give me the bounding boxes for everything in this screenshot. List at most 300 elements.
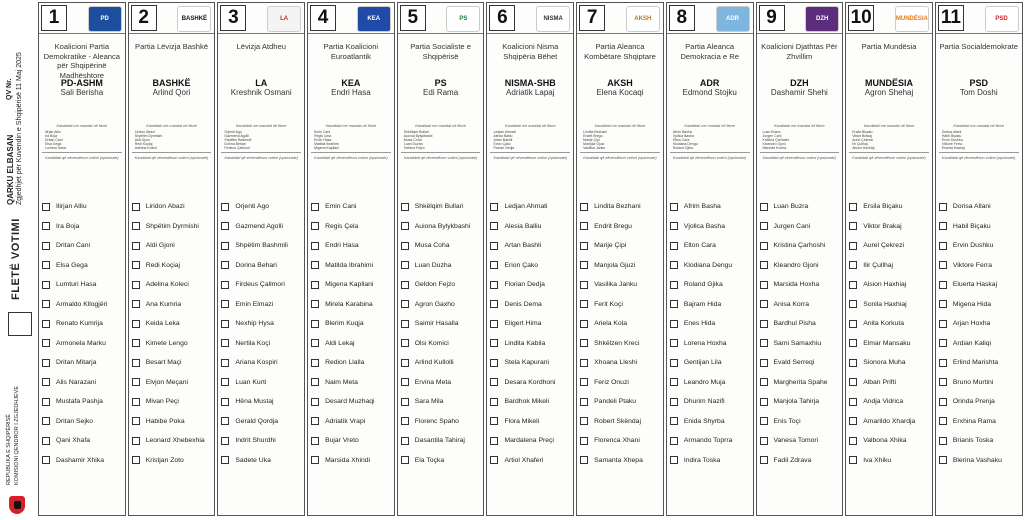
- candidate-checkbox[interactable]: [401, 300, 409, 308]
- candidate-row[interactable]: [670, 373, 752, 393]
- candidate-checkbox[interactable]: [42, 378, 50, 386]
- candidate-row[interactable]: [849, 412, 931, 432]
- candidate-row[interactable]: [760, 256, 842, 276]
- candidate-row[interactable]: [490, 197, 572, 217]
- candidate-row[interactable]: [311, 275, 393, 295]
- candidate-checkbox[interactable]: [670, 417, 678, 425]
- candidate-checkbox[interactable]: [42, 417, 50, 425]
- candidate-checkbox[interactable]: [132, 417, 140, 425]
- candidate-checkbox[interactable]: [311, 417, 319, 425]
- candidate-checkbox[interactable]: [939, 456, 947, 464]
- candidate-row[interactable]: [849, 314, 931, 334]
- candidate-checkbox[interactable]: [670, 359, 678, 367]
- candidate-row[interactable]: [849, 275, 931, 295]
- candidate-checkbox[interactable]: [311, 320, 319, 328]
- candidate-row[interactable]: [401, 334, 483, 354]
- candidate-row[interactable]: [670, 295, 752, 315]
- candidate-checkbox[interactable]: [132, 339, 140, 347]
- candidate-row[interactable]: [132, 256, 214, 276]
- candidate-row[interactable]: [490, 412, 572, 432]
- candidate-row[interactable]: [42, 412, 124, 432]
- candidate-checkbox[interactable]: [42, 203, 50, 211]
- candidate-checkbox[interactable]: [401, 222, 409, 230]
- candidate-checkbox[interactable]: [132, 203, 140, 211]
- candidate-row[interactable]: [311, 314, 393, 334]
- candidate-checkbox[interactable]: [490, 300, 498, 308]
- candidate-row[interactable]: [670, 392, 752, 412]
- candidate-row[interactable]: [401, 373, 483, 393]
- candidate-row[interactable]: [221, 197, 303, 217]
- candidate-checkbox[interactable]: [401, 320, 409, 328]
- candidate-checkbox[interactable]: [939, 261, 947, 269]
- candidate-checkbox[interactable]: [401, 417, 409, 425]
- candidate-row[interactable]: [490, 275, 572, 295]
- candidate-checkbox[interactable]: [311, 339, 319, 347]
- candidate-row[interactable]: [849, 451, 931, 471]
- candidate-row[interactable]: [580, 197, 662, 217]
- candidate-checkbox[interactable]: [132, 398, 140, 406]
- candidate-checkbox[interactable]: [42, 456, 50, 464]
- candidate-row[interactable]: [490, 431, 572, 451]
- candidate-checkbox[interactable]: [580, 437, 588, 445]
- candidate-checkbox[interactable]: [670, 222, 678, 230]
- candidate-row[interactable]: [760, 217, 842, 237]
- candidate-row[interactable]: [939, 373, 1021, 393]
- candidate-row[interactable]: [760, 412, 842, 432]
- candidate-checkbox[interactable]: [849, 456, 857, 464]
- candidate-checkbox[interactable]: [221, 417, 229, 425]
- candidate-row[interactable]: [490, 236, 572, 256]
- candidate-row[interactable]: [490, 314, 572, 334]
- candidate-row[interactable]: [221, 451, 303, 471]
- candidate-row[interactable]: [401, 197, 483, 217]
- candidate-checkbox[interactable]: [760, 437, 768, 445]
- candidate-checkbox[interactable]: [311, 359, 319, 367]
- candidate-checkbox[interactable]: [939, 359, 947, 367]
- candidate-row[interactable]: [132, 353, 214, 373]
- candidate-row[interactable]: [939, 295, 1021, 315]
- candidate-checkbox[interactable]: [760, 378, 768, 386]
- candidate-row[interactable]: [580, 314, 662, 334]
- candidate-checkbox[interactable]: [849, 242, 857, 250]
- candidate-checkbox[interactable]: [490, 339, 498, 347]
- candidate-row[interactable]: [132, 392, 214, 412]
- candidate-checkbox[interactable]: [670, 398, 678, 406]
- candidate-checkbox[interactable]: [849, 339, 857, 347]
- candidate-checkbox[interactable]: [311, 222, 319, 230]
- candidate-row[interactable]: [849, 236, 931, 256]
- candidate-checkbox[interactable]: [42, 242, 50, 250]
- candidate-checkbox[interactable]: [760, 359, 768, 367]
- candidate-row[interactable]: [580, 295, 662, 315]
- candidate-row[interactable]: [760, 431, 842, 451]
- candidate-checkbox[interactable]: [42, 300, 50, 308]
- candidate-row[interactable]: [132, 314, 214, 334]
- candidate-row[interactable]: [939, 392, 1021, 412]
- candidate-checkbox[interactable]: [849, 417, 857, 425]
- candidate-row[interactable]: [42, 353, 124, 373]
- candidate-row[interactable]: [221, 412, 303, 432]
- candidate-row[interactable]: [939, 236, 1021, 256]
- candidate-checkbox[interactable]: [132, 320, 140, 328]
- candidate-row[interactable]: [221, 373, 303, 393]
- candidate-checkbox[interactable]: [401, 261, 409, 269]
- candidate-row[interactable]: [311, 256, 393, 276]
- candidate-row[interactable]: [760, 197, 842, 217]
- candidate-row[interactable]: [849, 256, 931, 276]
- candidate-row[interactable]: [670, 314, 752, 334]
- candidate-checkbox[interactable]: [670, 456, 678, 464]
- candidate-checkbox[interactable]: [221, 281, 229, 289]
- candidate-checkbox[interactable]: [490, 320, 498, 328]
- candidate-row[interactable]: [42, 392, 124, 412]
- candidate-checkbox[interactable]: [311, 261, 319, 269]
- candidate-row[interactable]: [670, 256, 752, 276]
- candidate-row[interactable]: [580, 392, 662, 412]
- candidate-checkbox[interactable]: [132, 242, 140, 250]
- candidate-checkbox[interactable]: [490, 281, 498, 289]
- candidate-row[interactable]: [939, 256, 1021, 276]
- candidate-checkbox[interactable]: [849, 203, 857, 211]
- candidate-row[interactable]: [311, 295, 393, 315]
- candidate-row[interactable]: [221, 275, 303, 295]
- candidate-checkbox[interactable]: [311, 437, 319, 445]
- candidate-row[interactable]: [401, 451, 483, 471]
- candidate-row[interactable]: [670, 353, 752, 373]
- candidate-row[interactable]: [580, 334, 662, 354]
- candidate-checkbox[interactable]: [221, 378, 229, 386]
- candidate-checkbox[interactable]: [670, 242, 678, 250]
- candidate-checkbox[interactable]: [580, 261, 588, 269]
- candidate-row[interactable]: [580, 236, 662, 256]
- candidate-row[interactable]: [849, 295, 931, 315]
- candidate-checkbox[interactable]: [580, 456, 588, 464]
- candidate-checkbox[interactable]: [580, 281, 588, 289]
- candidate-row[interactable]: [401, 353, 483, 373]
- candidate-row[interactable]: [580, 217, 662, 237]
- candidate-checkbox[interactable]: [939, 242, 947, 250]
- candidate-row[interactable]: [221, 431, 303, 451]
- candidate-row[interactable]: [42, 256, 124, 276]
- candidate-row[interactable]: [221, 236, 303, 256]
- candidate-row[interactable]: [221, 334, 303, 354]
- candidate-checkbox[interactable]: [490, 417, 498, 425]
- candidate-checkbox[interactable]: [42, 222, 50, 230]
- candidate-checkbox[interactable]: [221, 339, 229, 347]
- candidate-checkbox[interactable]: [42, 437, 50, 445]
- candidate-row[interactable]: [849, 392, 931, 412]
- candidate-row[interactable]: [132, 217, 214, 237]
- candidate-checkbox[interactable]: [132, 281, 140, 289]
- candidate-row[interactable]: [132, 275, 214, 295]
- candidate-row[interactable]: [490, 392, 572, 412]
- candidate-row[interactable]: [939, 353, 1021, 373]
- candidate-row[interactable]: [311, 373, 393, 393]
- candidate-row[interactable]: [401, 412, 483, 432]
- candidate-checkbox[interactable]: [849, 378, 857, 386]
- candidate-row[interactable]: [42, 217, 124, 237]
- candidate-row[interactable]: [849, 217, 931, 237]
- candidate-checkbox[interactable]: [490, 242, 498, 250]
- candidate-row[interactable]: [670, 412, 752, 432]
- candidate-row[interactable]: [221, 392, 303, 412]
- candidate-row[interactable]: [939, 217, 1021, 237]
- candidate-checkbox[interactable]: [132, 222, 140, 230]
- candidate-row[interactable]: [401, 314, 483, 334]
- candidate-row[interactable]: [401, 295, 483, 315]
- candidate-checkbox[interactable]: [849, 222, 857, 230]
- candidate-checkbox[interactable]: [670, 320, 678, 328]
- candidate-checkbox[interactable]: [401, 437, 409, 445]
- candidate-row[interactable]: [939, 412, 1021, 432]
- candidate-checkbox[interactable]: [849, 281, 857, 289]
- candidate-row[interactable]: [311, 392, 393, 412]
- candidate-row[interactable]: [221, 353, 303, 373]
- candidate-row[interactable]: [42, 236, 124, 256]
- candidate-checkbox[interactable]: [580, 339, 588, 347]
- candidate-checkbox[interactable]: [580, 203, 588, 211]
- candidate-row[interactable]: [311, 217, 393, 237]
- candidate-checkbox[interactable]: [939, 281, 947, 289]
- candidate-row[interactable]: [939, 275, 1021, 295]
- candidate-checkbox[interactable]: [580, 398, 588, 406]
- candidate-checkbox[interactable]: [132, 437, 140, 445]
- candidate-row[interactable]: [849, 197, 931, 217]
- candidate-row[interactable]: [221, 314, 303, 334]
- candidate-checkbox[interactable]: [42, 320, 50, 328]
- candidate-row[interactable]: [760, 334, 842, 354]
- candidate-row[interactable]: [490, 451, 572, 471]
- candidate-row[interactable]: [221, 217, 303, 237]
- candidate-checkbox[interactable]: [132, 300, 140, 308]
- candidate-checkbox[interactable]: [42, 398, 50, 406]
- candidate-checkbox[interactable]: [580, 242, 588, 250]
- candidate-row[interactable]: [42, 197, 124, 217]
- candidate-row[interactable]: [401, 392, 483, 412]
- candidate-checkbox[interactable]: [849, 320, 857, 328]
- candidate-row[interactable]: [849, 431, 931, 451]
- candidate-checkbox[interactable]: [490, 456, 498, 464]
- candidate-checkbox[interactable]: [221, 398, 229, 406]
- candidate-row[interactable]: [490, 353, 572, 373]
- candidate-checkbox[interactable]: [670, 378, 678, 386]
- candidate-row[interactable]: [311, 334, 393, 354]
- candidate-checkbox[interactable]: [580, 417, 588, 425]
- candidate-checkbox[interactable]: [670, 300, 678, 308]
- candidate-checkbox[interactable]: [221, 456, 229, 464]
- candidate-checkbox[interactable]: [221, 203, 229, 211]
- candidate-checkbox[interactable]: [490, 359, 498, 367]
- candidate-checkbox[interactable]: [760, 320, 768, 328]
- candidate-row[interactable]: [760, 353, 842, 373]
- candidate-row[interactable]: [670, 451, 752, 471]
- candidate-row[interactable]: [221, 256, 303, 276]
- candidate-checkbox[interactable]: [490, 398, 498, 406]
- candidate-row[interactable]: [132, 197, 214, 217]
- candidate-row[interactable]: [939, 314, 1021, 334]
- candidate-checkbox[interactable]: [939, 320, 947, 328]
- candidate-checkbox[interactable]: [939, 300, 947, 308]
- candidate-checkbox[interactable]: [311, 300, 319, 308]
- candidate-row[interactable]: [760, 275, 842, 295]
- candidate-checkbox[interactable]: [221, 359, 229, 367]
- candidate-checkbox[interactable]: [311, 398, 319, 406]
- candidate-row[interactable]: [939, 197, 1021, 217]
- candidate-row[interactable]: [760, 373, 842, 393]
- candidate-checkbox[interactable]: [221, 242, 229, 250]
- candidate-checkbox[interactable]: [670, 339, 678, 347]
- candidate-row[interactable]: [401, 275, 483, 295]
- candidate-row[interactable]: [42, 334, 124, 354]
- candidate-checkbox[interactable]: [221, 261, 229, 269]
- candidate-row[interactable]: [132, 412, 214, 432]
- candidate-checkbox[interactable]: [132, 359, 140, 367]
- candidate-row[interactable]: [760, 392, 842, 412]
- candidate-checkbox[interactable]: [42, 339, 50, 347]
- candidate-row[interactable]: [401, 256, 483, 276]
- candidate-row[interactable]: [132, 431, 214, 451]
- candidate-checkbox[interactable]: [670, 437, 678, 445]
- candidate-checkbox[interactable]: [939, 339, 947, 347]
- candidate-row[interactable]: [311, 353, 393, 373]
- candidate-checkbox[interactable]: [401, 339, 409, 347]
- candidate-checkbox[interactable]: [939, 203, 947, 211]
- candidate-row[interactable]: [221, 295, 303, 315]
- candidate-checkbox[interactable]: [42, 359, 50, 367]
- candidate-checkbox[interactable]: [760, 261, 768, 269]
- candidate-checkbox[interactable]: [939, 417, 947, 425]
- candidate-checkbox[interactable]: [221, 222, 229, 230]
- candidate-row[interactable]: [849, 334, 931, 354]
- candidate-checkbox[interactable]: [401, 203, 409, 211]
- candidate-checkbox[interactable]: [760, 242, 768, 250]
- candidate-checkbox[interactable]: [311, 203, 319, 211]
- candidate-row[interactable]: [580, 275, 662, 295]
- candidate-row[interactable]: [939, 451, 1021, 471]
- candidate-checkbox[interactable]: [311, 378, 319, 386]
- candidate-checkbox[interactable]: [939, 378, 947, 386]
- candidate-checkbox[interactable]: [401, 242, 409, 250]
- candidate-row[interactable]: [760, 451, 842, 471]
- candidate-row[interactable]: [42, 295, 124, 315]
- candidate-row[interactable]: [311, 412, 393, 432]
- candidate-checkbox[interactable]: [849, 437, 857, 445]
- candidate-row[interactable]: [132, 373, 214, 393]
- candidate-checkbox[interactable]: [42, 261, 50, 269]
- candidate-checkbox[interactable]: [760, 222, 768, 230]
- candidate-checkbox[interactable]: [221, 437, 229, 445]
- candidate-checkbox[interactable]: [760, 300, 768, 308]
- candidate-row[interactable]: [490, 373, 572, 393]
- candidate-row[interactable]: [670, 334, 752, 354]
- candidate-checkbox[interactable]: [849, 261, 857, 269]
- candidate-row[interactable]: [939, 431, 1021, 451]
- candidate-row[interactable]: [490, 256, 572, 276]
- candidate-checkbox[interactable]: [670, 203, 678, 211]
- candidate-row[interactable]: [132, 295, 214, 315]
- candidate-checkbox[interactable]: [670, 261, 678, 269]
- candidate-row[interactable]: [580, 431, 662, 451]
- candidate-row[interactable]: [760, 236, 842, 256]
- candidate-row[interactable]: [132, 236, 214, 256]
- candidate-row[interactable]: [311, 197, 393, 217]
- candidate-row[interactable]: [580, 373, 662, 393]
- candidate-row[interactable]: [401, 236, 483, 256]
- candidate-row[interactable]: [401, 217, 483, 237]
- candidate-checkbox[interactable]: [580, 320, 588, 328]
- candidate-row[interactable]: [490, 217, 572, 237]
- candidate-row[interactable]: [490, 334, 572, 354]
- candidate-row[interactable]: [670, 217, 752, 237]
- candidate-checkbox[interactable]: [311, 242, 319, 250]
- candidate-row[interactable]: [670, 431, 752, 451]
- candidate-checkbox[interactable]: [939, 398, 947, 406]
- candidate-row[interactable]: [311, 431, 393, 451]
- candidate-checkbox[interactable]: [401, 378, 409, 386]
- candidate-row[interactable]: [42, 451, 124, 471]
- candidate-checkbox[interactable]: [401, 456, 409, 464]
- candidate-checkbox[interactable]: [221, 300, 229, 308]
- candidate-checkbox[interactable]: [42, 281, 50, 289]
- candidate-row[interactable]: [849, 353, 931, 373]
- candidate-row[interactable]: [580, 412, 662, 432]
- candidate-checkbox[interactable]: [760, 398, 768, 406]
- candidate-checkbox[interactable]: [760, 339, 768, 347]
- candidate-checkbox[interactable]: [311, 281, 319, 289]
- candidate-checkbox[interactable]: [760, 281, 768, 289]
- candidate-checkbox[interactable]: [490, 378, 498, 386]
- candidate-row[interactable]: [42, 275, 124, 295]
- candidate-row[interactable]: [670, 236, 752, 256]
- candidate-row[interactable]: [42, 314, 124, 334]
- candidate-row[interactable]: [670, 197, 752, 217]
- candidate-row[interactable]: [490, 295, 572, 315]
- candidate-checkbox[interactable]: [760, 203, 768, 211]
- candidate-row[interactable]: [580, 256, 662, 276]
- candidate-checkbox[interactable]: [490, 203, 498, 211]
- candidate-row[interactable]: [849, 373, 931, 393]
- candidate-row[interactable]: [760, 314, 842, 334]
- candidate-checkbox[interactable]: [849, 398, 857, 406]
- candidate-row[interactable]: [580, 353, 662, 373]
- candidate-checkbox[interactable]: [580, 222, 588, 230]
- candidate-row[interactable]: [132, 334, 214, 354]
- candidate-checkbox[interactable]: [490, 261, 498, 269]
- candidate-row[interactable]: [42, 373, 124, 393]
- candidate-checkbox[interactable]: [760, 417, 768, 425]
- candidate-checkbox[interactable]: [849, 300, 857, 308]
- candidate-row[interactable]: [760, 295, 842, 315]
- candidate-checkbox[interactable]: [670, 281, 678, 289]
- candidate-checkbox[interactable]: [580, 378, 588, 386]
- candidate-checkbox[interactable]: [401, 398, 409, 406]
- candidate-row[interactable]: [580, 451, 662, 471]
- candidate-checkbox[interactable]: [760, 456, 768, 464]
- candidate-checkbox[interactable]: [401, 281, 409, 289]
- candidate-checkbox[interactable]: [311, 456, 319, 464]
- candidate-checkbox[interactable]: [580, 300, 588, 308]
- candidate-checkbox[interactable]: [490, 222, 498, 230]
- candidate-checkbox[interactable]: [132, 378, 140, 386]
- candidate-row[interactable]: [311, 236, 393, 256]
- candidate-checkbox[interactable]: [939, 222, 947, 230]
- candidate-row[interactable]: [311, 451, 393, 471]
- candidate-row[interactable]: [939, 334, 1021, 354]
- candidate-checkbox[interactable]: [132, 261, 140, 269]
- candidate-checkbox[interactable]: [580, 359, 588, 367]
- candidate-checkbox[interactable]: [939, 437, 947, 445]
- candidate-row[interactable]: [670, 275, 752, 295]
